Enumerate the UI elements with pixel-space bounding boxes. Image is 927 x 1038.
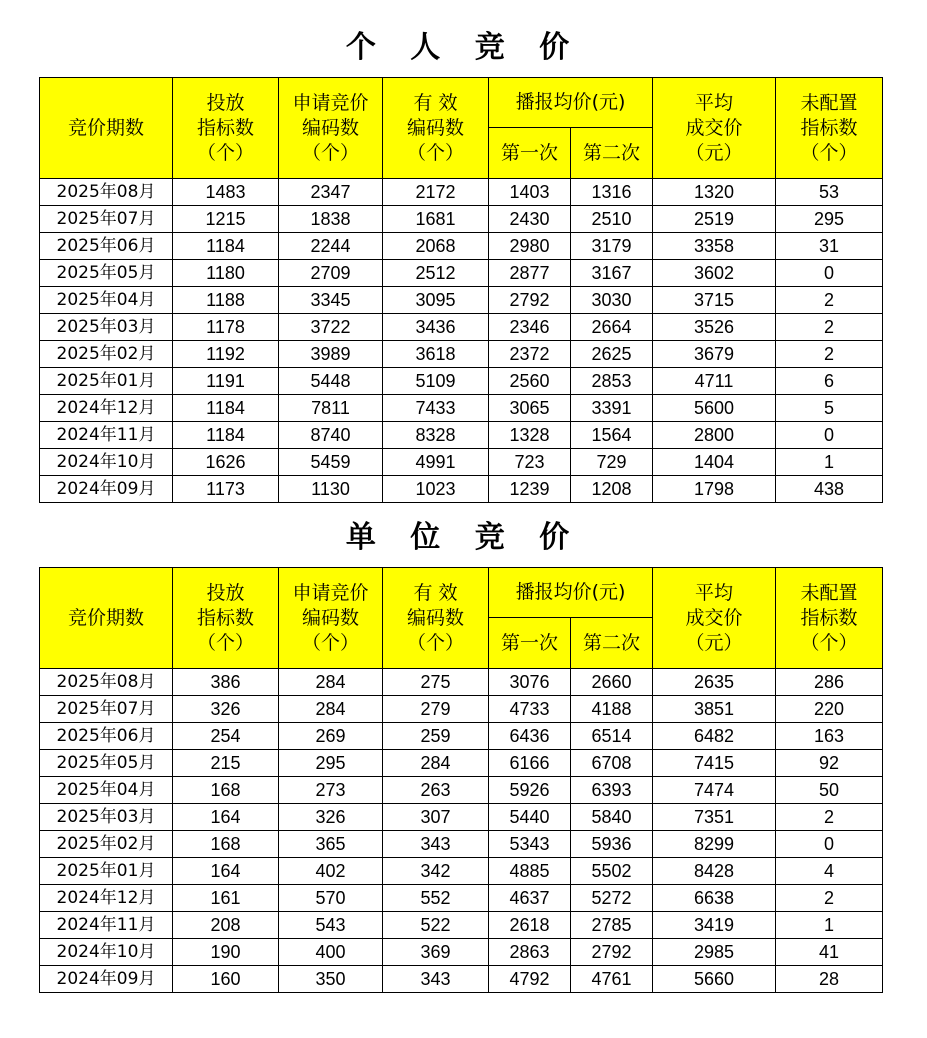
value-cell: 1 — [776, 449, 883, 476]
table-row — [40, 696, 883, 723]
value-cell: 1023 — [383, 476, 489, 503]
value-cell: 6514 — [571, 723, 653, 750]
header-valid-codes — [383, 78, 489, 179]
table-row — [40, 939, 883, 966]
header-avg-price-group: 播报均价(元) — [489, 568, 653, 618]
table-row — [40, 314, 883, 341]
table-row — [40, 912, 883, 939]
value-cell: 1215 — [173, 206, 279, 233]
header-avg-deal-price-line: 成交价 — [685, 116, 743, 139]
table-row — [40, 858, 883, 885]
period-cell: 2025年05月 — [40, 750, 173, 777]
value-cell: 3715 — [653, 287, 776, 314]
period-cell: 2025年07月 — [40, 696, 173, 723]
header-unallocated — [776, 568, 883, 669]
value-cell: 0 — [776, 260, 883, 287]
value-cell: 31 — [776, 233, 883, 260]
value-cell: 208 — [173, 912, 279, 939]
table-row — [40, 723, 883, 750]
header-quota — [173, 78, 279, 179]
header-avg-deal-price-line: （元） — [685, 141, 743, 164]
company-bidding-table — [39, 567, 883, 993]
header-unallocated — [776, 78, 883, 179]
header-quota-line: 投放 — [206, 581, 245, 604]
value-cell: 263 — [383, 777, 489, 804]
header-avg-deal-price-line: 平均 — [695, 91, 734, 114]
value-cell: 1239 — [489, 476, 571, 503]
table-row — [40, 395, 883, 422]
value-cell: 1130 — [279, 476, 383, 503]
value-cell: 1316 — [571, 179, 653, 206]
value-cell: 3526 — [653, 314, 776, 341]
value-cell: 1564 — [571, 422, 653, 449]
value-cell: 6166 — [489, 750, 571, 777]
value-cell: 2 — [776, 314, 883, 341]
table-row — [40, 804, 883, 831]
value-cell: 273 — [279, 777, 383, 804]
header-applied-codes-line: 申请竞价 — [292, 581, 369, 604]
header-valid-codes-line: （个） — [406, 631, 464, 654]
value-cell: 1184 — [173, 422, 279, 449]
value-cell: 2 — [776, 287, 883, 314]
value-cell: 4991 — [383, 449, 489, 476]
header-avg-price-group: 播报均价(元) — [489, 78, 653, 128]
value-cell: 2618 — [489, 912, 571, 939]
value-cell: 3391 — [571, 395, 653, 422]
value-cell: 3095 — [383, 287, 489, 314]
value-cell: 1404 — [653, 449, 776, 476]
header-applied-codes — [279, 78, 383, 179]
value-cell: 5343 — [489, 831, 571, 858]
value-cell: 4885 — [489, 858, 571, 885]
header-valid-codes-line: 编码数 — [406, 116, 464, 139]
value-cell: 343 — [383, 966, 489, 993]
value-cell: 4637 — [489, 885, 571, 912]
value-cell: 1328 — [489, 422, 571, 449]
value-cell: 3419 — [653, 912, 776, 939]
value-cell: 552 — [383, 885, 489, 912]
header-valid-codes-line: 有 效 — [413, 581, 458, 604]
value-cell: 2347 — [279, 179, 383, 206]
value-cell: 3436 — [383, 314, 489, 341]
value-cell: 215 — [173, 750, 279, 777]
value-cell: 400 — [279, 939, 383, 966]
value-cell: 3851 — [653, 696, 776, 723]
table-row — [40, 885, 883, 912]
header-unallocated-line: 指标数 — [800, 116, 858, 139]
value-cell: 1838 — [279, 206, 383, 233]
value-cell: 438 — [776, 476, 883, 503]
header-valid-codes-line: 有 效 — [413, 91, 458, 114]
header-quota — [173, 568, 279, 669]
value-cell: 259 — [383, 723, 489, 750]
value-cell: 1188 — [173, 287, 279, 314]
value-cell: 2785 — [571, 912, 653, 939]
value-cell: 1184 — [173, 395, 279, 422]
header-avg-deal-price-line: 成交价 — [685, 606, 743, 629]
value-cell: 7811 — [279, 395, 383, 422]
header-applied-codes-line: （个） — [301, 631, 359, 654]
header-avg-deal-price — [653, 78, 776, 179]
value-cell: 7351 — [653, 804, 776, 831]
value-cell: 1483 — [173, 179, 279, 206]
value-cell: 3679 — [653, 341, 776, 368]
value-cell: 5660 — [653, 966, 776, 993]
period-cell: 2024年10月 — [40, 939, 173, 966]
value-cell: 522 — [383, 912, 489, 939]
value-cell: 2635 — [653, 669, 776, 696]
value-cell: 6638 — [653, 885, 776, 912]
value-cell: 350 — [279, 966, 383, 993]
table-row — [40, 287, 883, 314]
value-cell: 7433 — [383, 395, 489, 422]
header-quota-line: 指标数 — [196, 116, 254, 139]
value-cell: 5109 — [383, 368, 489, 395]
value-cell: 2560 — [489, 368, 571, 395]
value-cell: 164 — [173, 858, 279, 885]
header-first-price: 第一次 — [489, 128, 571, 179]
header-applied-codes-line: 编码数 — [301, 116, 359, 139]
value-cell: 5502 — [571, 858, 653, 885]
value-cell: 1403 — [489, 179, 571, 206]
value-cell: 2660 — [571, 669, 653, 696]
value-cell: 2346 — [489, 314, 571, 341]
table-row — [40, 669, 883, 696]
value-cell: 2709 — [279, 260, 383, 287]
table-row — [40, 368, 883, 395]
value-cell: 3618 — [383, 341, 489, 368]
value-cell: 168 — [173, 831, 279, 858]
value-cell: 5272 — [571, 885, 653, 912]
value-cell: 8740 — [279, 422, 383, 449]
value-cell: 163 — [776, 723, 883, 750]
header-period: 竞价期数 — [40, 78, 173, 179]
header-unallocated-line: 未配置 — [800, 91, 858, 114]
period-cell: 2025年08月 — [40, 669, 173, 696]
value-cell: 5600 — [653, 395, 776, 422]
value-cell: 2625 — [571, 341, 653, 368]
header-avg-deal-price-line: （元） — [685, 631, 743, 654]
period-cell: 2024年11月 — [40, 912, 173, 939]
value-cell: 1 — [776, 912, 883, 939]
value-cell: 160 — [173, 966, 279, 993]
period-cell: 2025年03月 — [40, 314, 173, 341]
value-cell: 3602 — [653, 260, 776, 287]
period-cell: 2024年12月 — [40, 395, 173, 422]
value-cell: 295 — [279, 750, 383, 777]
value-cell: 2512 — [383, 260, 489, 287]
value-cell: 1798 — [653, 476, 776, 503]
header-unallocated-line: （个） — [800, 141, 858, 164]
value-cell: 1320 — [653, 179, 776, 206]
value-cell: 4188 — [571, 696, 653, 723]
header-period: 竞价期数 — [40, 568, 173, 669]
header-first-price: 第一次 — [489, 618, 571, 669]
value-cell: 1180 — [173, 260, 279, 287]
value-cell: 3065 — [489, 395, 571, 422]
table-row — [40, 341, 883, 368]
header-valid-codes — [383, 568, 489, 669]
value-cell: 1178 — [173, 314, 279, 341]
value-cell: 50 — [776, 777, 883, 804]
table-row — [40, 260, 883, 287]
table-row — [40, 422, 883, 449]
value-cell: 3179 — [571, 233, 653, 260]
value-cell: 168 — [173, 777, 279, 804]
header-valid-codes-line: 编码数 — [406, 606, 464, 629]
value-cell: 1626 — [173, 449, 279, 476]
header-applied-codes-line: 申请竞价 — [292, 91, 369, 114]
value-cell: 1173 — [173, 476, 279, 503]
value-cell: 402 — [279, 858, 383, 885]
value-cell: 7474 — [653, 777, 776, 804]
value-cell: 161 — [173, 885, 279, 912]
value-cell: 28 — [776, 966, 883, 993]
company-bidding-title: 单 位 竞 价 — [345, 520, 582, 555]
individual-bidding-table — [39, 77, 883, 503]
value-cell: 5448 — [279, 368, 383, 395]
value-cell: 0 — [776, 422, 883, 449]
value-cell: 1208 — [571, 476, 653, 503]
value-cell: 3030 — [571, 287, 653, 314]
table-row — [40, 476, 883, 503]
table-row — [40, 831, 883, 858]
period-cell: 2025年03月 — [40, 804, 173, 831]
value-cell: 2 — [776, 885, 883, 912]
period-cell: 2025年04月 — [40, 777, 173, 804]
value-cell: 2519 — [653, 206, 776, 233]
period-cell: 2024年12月 — [40, 885, 173, 912]
value-cell: 286 — [776, 669, 883, 696]
value-cell: 4761 — [571, 966, 653, 993]
value-cell: 8328 — [383, 422, 489, 449]
header-quota-line: （个） — [196, 631, 254, 654]
period-cell: 2025年02月 — [40, 831, 173, 858]
value-cell: 279 — [383, 696, 489, 723]
value-cell: 4733 — [489, 696, 571, 723]
value-cell: 343 — [383, 831, 489, 858]
value-cell: 386 — [173, 669, 279, 696]
value-cell: 5840 — [571, 804, 653, 831]
header-applied-codes — [279, 568, 383, 669]
period-cell: 2025年02月 — [40, 341, 173, 368]
table-row — [40, 449, 883, 476]
header-unallocated-line: （个） — [800, 631, 858, 654]
header-applied-codes-line: （个） — [301, 141, 359, 164]
period-cell: 2025年08月 — [40, 179, 173, 206]
period-cell: 2025年04月 — [40, 287, 173, 314]
value-cell: 5926 — [489, 777, 571, 804]
value-cell: 2980 — [489, 233, 571, 260]
value-cell: 6393 — [571, 777, 653, 804]
value-cell: 369 — [383, 939, 489, 966]
value-cell: 8428 — [653, 858, 776, 885]
value-cell: 0 — [776, 831, 883, 858]
period-cell: 2024年11月 — [40, 422, 173, 449]
value-cell: 284 — [383, 750, 489, 777]
period-cell: 2025年05月 — [40, 260, 173, 287]
value-cell: 3167 — [571, 260, 653, 287]
value-cell: 2792 — [571, 939, 653, 966]
period-cell: 2024年09月 — [40, 966, 173, 993]
table-row — [40, 233, 883, 260]
value-cell: 2863 — [489, 939, 571, 966]
value-cell: 254 — [173, 723, 279, 750]
value-cell: 8299 — [653, 831, 776, 858]
table-row — [40, 206, 883, 233]
value-cell: 6436 — [489, 723, 571, 750]
value-cell: 3989 — [279, 341, 383, 368]
value-cell: 1184 — [173, 233, 279, 260]
period-cell: 2025年07月 — [40, 206, 173, 233]
value-cell: 1191 — [173, 368, 279, 395]
table-row — [40, 777, 883, 804]
value-cell: 269 — [279, 723, 383, 750]
value-cell: 326 — [173, 696, 279, 723]
table-row — [40, 750, 883, 777]
value-cell: 342 — [383, 858, 489, 885]
value-cell: 1681 — [383, 206, 489, 233]
value-cell: 92 — [776, 750, 883, 777]
value-cell: 326 — [279, 804, 383, 831]
header-valid-codes-line: （个） — [406, 141, 464, 164]
period-cell: 2025年01月 — [40, 368, 173, 395]
header-second-price: 第二次 — [571, 618, 653, 669]
value-cell: 6708 — [571, 750, 653, 777]
value-cell: 41 — [776, 939, 883, 966]
individual-bidding-title: 个 人 竞 价 — [345, 30, 582, 65]
period-cell: 2025年06月 — [40, 233, 173, 260]
value-cell: 5936 — [571, 831, 653, 858]
value-cell: 2 — [776, 804, 883, 831]
value-cell: 570 — [279, 885, 383, 912]
value-cell: 4792 — [489, 966, 571, 993]
period-cell: 2024年10月 — [40, 449, 173, 476]
value-cell: 4711 — [653, 368, 776, 395]
period-cell: 2025年01月 — [40, 858, 173, 885]
header-unallocated-line: 未配置 — [800, 581, 858, 604]
value-cell: 220 — [776, 696, 883, 723]
value-cell: 2792 — [489, 287, 571, 314]
value-cell: 2068 — [383, 233, 489, 260]
value-cell: 729 — [571, 449, 653, 476]
table-row — [40, 179, 883, 206]
value-cell: 284 — [279, 696, 383, 723]
value-cell: 5440 — [489, 804, 571, 831]
value-cell: 5459 — [279, 449, 383, 476]
header-unallocated-line: 指标数 — [800, 606, 858, 629]
value-cell: 53 — [776, 179, 883, 206]
value-cell: 7415 — [653, 750, 776, 777]
value-cell: 295 — [776, 206, 883, 233]
header-applied-codes-line: 编码数 — [301, 606, 359, 629]
value-cell: 2172 — [383, 179, 489, 206]
value-cell: 5 — [776, 395, 883, 422]
value-cell: 2800 — [653, 422, 776, 449]
value-cell: 3358 — [653, 233, 776, 260]
value-cell: 2664 — [571, 314, 653, 341]
value-cell: 164 — [173, 804, 279, 831]
value-cell: 307 — [383, 804, 489, 831]
value-cell: 284 — [279, 669, 383, 696]
value-cell: 543 — [279, 912, 383, 939]
value-cell: 2985 — [653, 939, 776, 966]
value-cell: 2853 — [571, 368, 653, 395]
header-quota-line: 投放 — [206, 91, 245, 114]
header-quota-line: （个） — [196, 141, 254, 164]
value-cell: 365 — [279, 831, 383, 858]
value-cell: 6482 — [653, 723, 776, 750]
value-cell: 723 — [489, 449, 571, 476]
value-cell: 3722 — [279, 314, 383, 341]
value-cell: 2244 — [279, 233, 383, 260]
value-cell: 2430 — [489, 206, 571, 233]
table-row — [40, 966, 883, 993]
header-second-price: 第二次 — [571, 128, 653, 179]
period-cell: 2025年06月 — [40, 723, 173, 750]
period-cell: 2024年09月 — [40, 476, 173, 503]
header-avg-deal-price — [653, 568, 776, 669]
value-cell: 6 — [776, 368, 883, 395]
header-avg-deal-price-line: 平均 — [695, 581, 734, 604]
value-cell: 275 — [383, 669, 489, 696]
value-cell: 2372 — [489, 341, 571, 368]
value-cell: 4 — [776, 858, 883, 885]
value-cell: 1192 — [173, 341, 279, 368]
value-cell: 2877 — [489, 260, 571, 287]
value-cell: 2510 — [571, 206, 653, 233]
value-cell: 2 — [776, 341, 883, 368]
header-quota-line: 指标数 — [196, 606, 254, 629]
value-cell: 3076 — [489, 669, 571, 696]
value-cell: 3345 — [279, 287, 383, 314]
value-cell: 190 — [173, 939, 279, 966]
